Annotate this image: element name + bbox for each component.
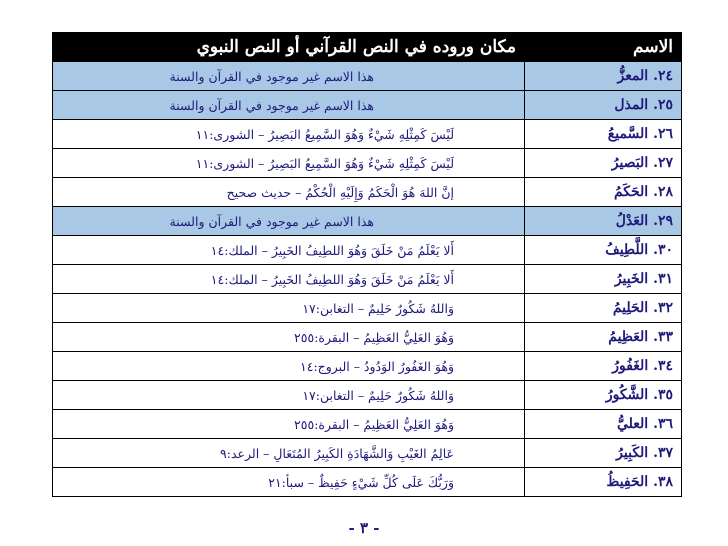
table-row bbox=[53, 294, 682, 323]
name-cell: ٣٢. الحَلِيمُ bbox=[525, 294, 682, 323]
name-cell: ٢٥. المذل bbox=[525, 91, 682, 120]
name-cell: ٣٣. العَظِيمُ bbox=[525, 323, 682, 352]
table-row bbox=[53, 91, 682, 120]
table-row bbox=[53, 236, 682, 265]
header-name: الاسم bbox=[525, 33, 682, 62]
place-cell: إنَّ اللهَ هُوَ الْحَكَمُ وَإِلَيْهِ الْحُكْمُ – حديث صحيح bbox=[53, 178, 525, 207]
name-cell: ٣٨. الحَفِيظُ bbox=[525, 468, 682, 497]
place-cell: وَهُوَ العَلِيُّ العَظِيمُ – البقرة:٢٥٥ bbox=[53, 323, 525, 352]
name-cell: ٢٨. الحَكَمُ bbox=[525, 178, 682, 207]
place-cell: عَالِمُ الغَيْبِ وَالشَّهَادَةِ الكَبِيرُ المُتَعَالِ – الرعد:٩ bbox=[53, 439, 525, 468]
place-cell: وَهُوَ العَلِيُّ العَظِيمُ – البقرة:٢٥٥ bbox=[53, 410, 525, 439]
header-place: مكان وروده في النص القرآني أو النص النبوي bbox=[53, 33, 525, 62]
name-cell: ٣١. الخَبِيرُ bbox=[525, 265, 682, 294]
place-cell: هذا الاسم غير موجود في القرآن والسنة bbox=[53, 91, 525, 120]
table-row bbox=[53, 178, 682, 207]
place-cell: أَلا يَعْلَمُ مَنْ خَلَقَ وَهُوَ اللطِيفُ الخَبِيرُ – الملك:١٤ bbox=[53, 265, 525, 294]
name-cell: ٣٧. الكَبِيرُ bbox=[525, 439, 682, 468]
table-row bbox=[53, 149, 682, 178]
table-row bbox=[53, 265, 682, 294]
place-cell: وَهُوَ الغَفُورُ الوَدُودُ – البروج:١٤ bbox=[53, 352, 525, 381]
place-cell: وَاللهُ شَكُورٌ حَلِيمٌ – التغابن:١٧ bbox=[53, 294, 525, 323]
table-row bbox=[53, 439, 682, 468]
page-number: - ٣ - bbox=[348, 519, 380, 537]
place-cell: وَرَبُّكَ عَلَى كُلِّ شَيْءٍ حَفِيظٌ – سبأ:٢١ bbox=[53, 468, 525, 497]
place-cell: أَلا يَعْلَمُ مَنْ خَلَقَ وَهُوَ اللطِيفُ الخَبِيرُ – الملك:١٤ bbox=[53, 236, 525, 265]
name-cell: ٢٤. المعزُّ bbox=[525, 62, 682, 91]
name-cell: ٢٦. السَّميعُ bbox=[525, 120, 682, 149]
name-cell: ٣٥. الشَّكُورُ bbox=[525, 381, 682, 410]
name-cell: ٢٧. البَصيرُ bbox=[525, 149, 682, 178]
header-row bbox=[53, 33, 682, 62]
table-row bbox=[53, 120, 682, 149]
place-cell: هذا الاسم غير موجود في القرآن والسنة bbox=[53, 207, 525, 236]
table-row bbox=[53, 323, 682, 352]
table-row bbox=[53, 207, 682, 236]
name-cell: ٣٤. الغَفُورُ bbox=[525, 352, 682, 381]
place-cell: هذا الاسم غير موجود في القرآن والسنة bbox=[53, 62, 525, 91]
name-cell: ٣٦. العليُّ bbox=[525, 410, 682, 439]
table-row bbox=[53, 410, 682, 439]
table-body bbox=[53, 62, 682, 497]
table-row bbox=[53, 381, 682, 410]
place-cell: وَاللهُ شَكُورٌ حَلِيمٌ – التغابن:١٧ bbox=[53, 381, 525, 410]
names-table bbox=[52, 32, 682, 497]
name-cell: ٢٩. العَدْلُ bbox=[525, 207, 682, 236]
table-row bbox=[53, 62, 682, 91]
table-row bbox=[53, 468, 682, 497]
place-cell: لَيْسَ كَمِثْلِهِ شَيْءٌ وَهُوَ السَّمِيعُ البَصِيرُ – الشورى:١١ bbox=[53, 149, 525, 178]
place-cell: لَيْسَ كَمِثْلِهِ شَيْءٌ وَهُوَ السَّمِيعُ البَصِيرُ – الشورى:١١ bbox=[53, 120, 525, 149]
table-row bbox=[53, 352, 682, 381]
name-cell: ٣٠. اللَّطِيفُ bbox=[525, 236, 682, 265]
